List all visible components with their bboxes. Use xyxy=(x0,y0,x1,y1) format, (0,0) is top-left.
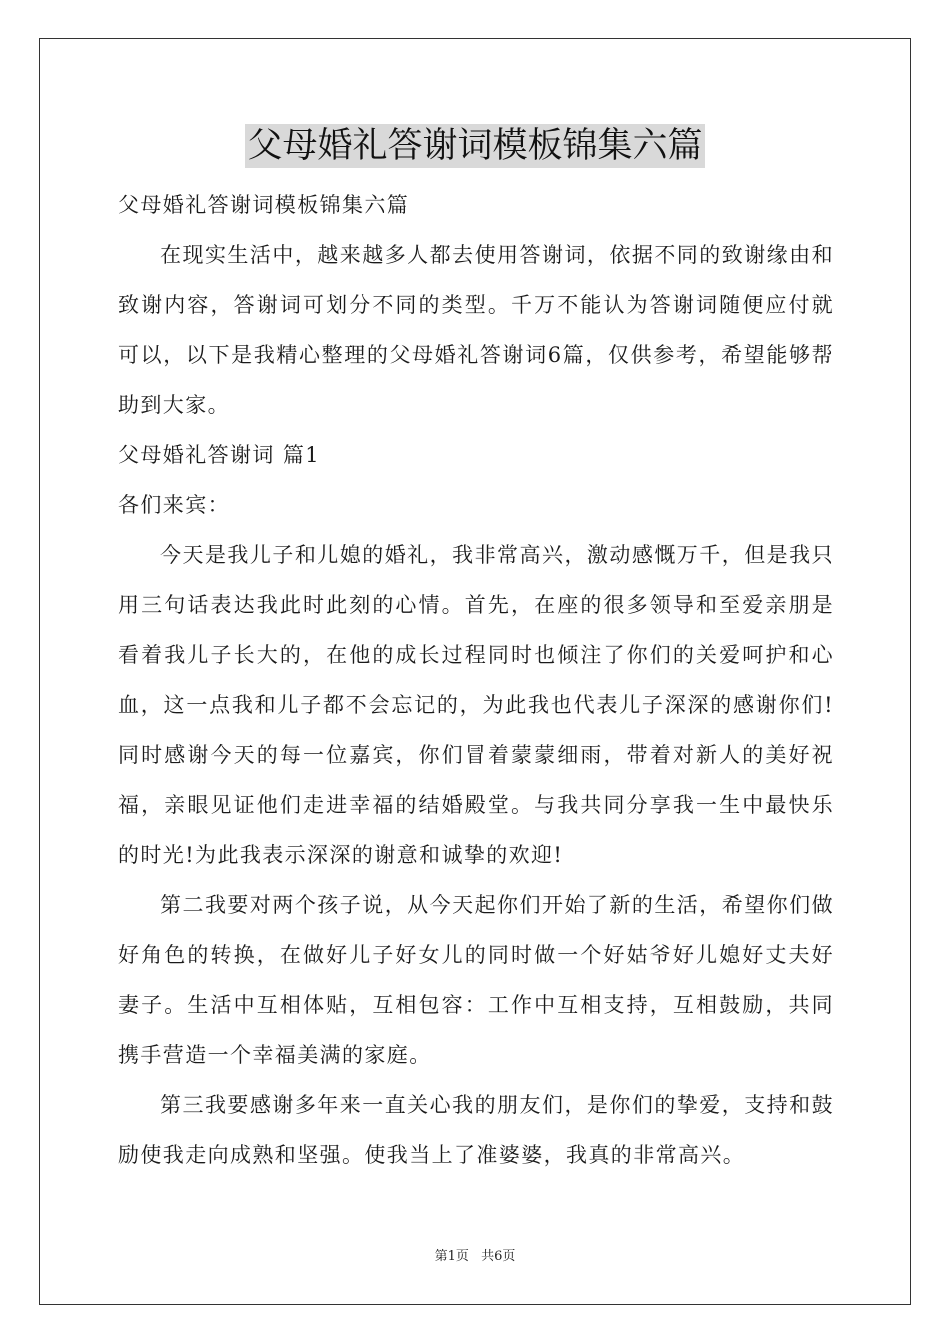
paragraph-body: 第三我要感谢多年来一直关心我的朋友们，是你们的挚爱，支持和鼓励使我走向成熟和坚强。使我当上了准婆婆，我真的非常高兴。 xyxy=(118,1093,834,1167)
paragraph-body: 今天是我儿子和儿媳的婚礼，我非常高兴，激动感慨万千，但是我只用三句话表达我此时此刻的心情。首先，在座的很多领导和至爱亲朋是看着我儿子长大的，在他的成长过程同时也倾注了你们的关爱呵护和心血，这一点我和儿子都不会忘记的，为此我也代表儿子深深的感谢你们!同时感谢今天的每一位嘉宾，你们冒着蒙蒙细雨，带着对新人的美好祝福，亲眼见证他们走进幸福的结婚殿堂。与我共同分享我一生中最快乐的时光!为此我表示深深的谢意和诚挚的欢迎! xyxy=(118,543,834,867)
document-body xyxy=(118,180,834,1180)
page-number-total: 共6页 xyxy=(481,1249,516,1264)
title-container xyxy=(0,124,950,168)
document-subtitle: 父母婚礼答谢词模板锦集六篇 xyxy=(118,193,410,217)
page-number-current: 第1页 xyxy=(434,1249,469,1264)
section-heading: 父母婚礼答谢词 篇1 xyxy=(118,443,321,467)
paragraph-body: 第二我要对两个孩子说，从今天起你们开始了新的生活，希望你们做好角色的转换，在做好儿子好女儿的同时做一个好姑爷好儿媳好丈夫好妻子。生活中互相体贴，互相包容：工作中互相支持，互相鼓励，共同携手营造一个幸福美满的家庭。 xyxy=(118,893,834,1067)
page-footer xyxy=(0,1248,950,1266)
salutation: 各们来宾： xyxy=(118,493,230,517)
paragraph-intro: 在现实生活中，越来越多人都去使用答谢词，依据不同的致谢缘由和致谢内容，答谢词可划分不同的类型。千万不能认为答谢词随便应付就可以，以下是我精心整理的父母婚礼答谢词6篇，仅供参考，希望能够帮助到大家。 xyxy=(118,243,834,417)
page-title: 父母婚礼答谢词模板锦集六篇 xyxy=(247,126,703,166)
